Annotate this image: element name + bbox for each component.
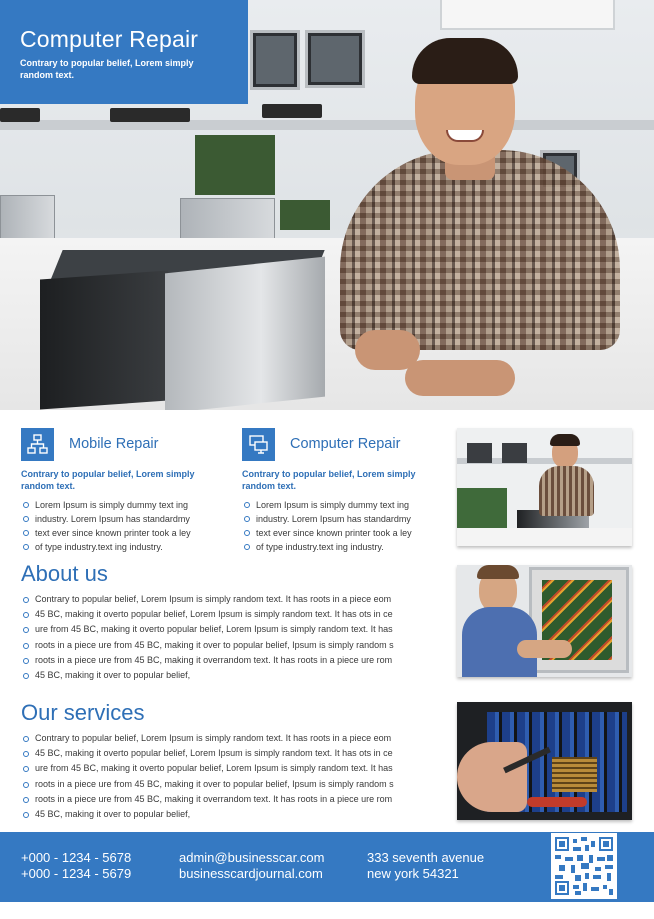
- text-line: 45 BC, making it over to popular belief,: [21, 807, 421, 822]
- feature-lead: Contrary to popular belief, Lorem simply random text.: [21, 469, 195, 491]
- technician-smile: [446, 130, 484, 142]
- text-line: 45 BC, making it overto popular belief, Lorem Ipsum is simply random text. It has ots in ce: [21, 607, 421, 622]
- list-item: text ever since known printer took a ley: [242, 526, 412, 540]
- motherboard: [280, 200, 330, 230]
- page-title: Computer Repair: [20, 26, 199, 52]
- computer-tower: [0, 195, 55, 240]
- list-item: Lorem Ipsum is simply dummy text ing: [242, 498, 412, 512]
- city-address: new york 54321: [367, 866, 459, 881]
- workshop-shelf: [0, 120, 654, 130]
- technician-hand: [405, 360, 515, 396]
- engineer-photo: [457, 565, 632, 677]
- text-line: 45 BC, making it overto popular belief, Lorem Ipsum is simply random text. It has ots in ce: [21, 746, 421, 761]
- feature-lead: Contrary to popular belief, Lorem simply random text.: [242, 469, 416, 491]
- list-item: of type industry.text ing industry.: [21, 540, 191, 554]
- open-case-front: [40, 271, 168, 410]
- feature-bullet-list: [242, 498, 412, 554]
- computer-tower: [180, 198, 275, 240]
- feature-title: Mobile Repair: [69, 436, 159, 452]
- text-line: Contrary to popular belief, Lorem Ipsum is simply random text. It has roots in a piece eom: [21, 731, 421, 746]
- feature-bullet-list: [21, 498, 191, 554]
- text-line: ure from 45 BC, making it overto popular belief, Lorem Ipsum is simply random text. It has: [21, 761, 421, 776]
- keyboard: [0, 108, 40, 122]
- feature-mobile-repair: [21, 428, 231, 558]
- hero-title-panel: [0, 0, 248, 104]
- phone-number-1: +000 - 1234 - 5678: [21, 850, 132, 865]
- phone-number-2: +000 - 1234 - 5679: [21, 866, 132, 881]
- list-item: of type industry.text ing industry.: [242, 540, 412, 554]
- qr-code-icon: [551, 833, 617, 899]
- hero-subtitle: Contrary to popular belief, Lorem simply random text.: [20, 58, 194, 80]
- website-address: businesscardjournal.com: [179, 866, 323, 881]
- monitor: [250, 30, 300, 90]
- footer-margin: [0, 902, 654, 919]
- circuit-board-photo: [457, 702, 632, 820]
- computer-monitor-icon: [242, 428, 275, 461]
- list-item: text ever since known printer took a ley: [21, 526, 191, 540]
- motherboard: [195, 135, 275, 195]
- monitor: [305, 30, 365, 88]
- street-address: 333 seventh avenue: [367, 850, 485, 865]
- text-line: roots in a piece ure from 45 BC, making it overrandom text. It has roots in a piece ure rom: [21, 653, 421, 668]
- open-case-side: [165, 257, 325, 410]
- keyboard: [262, 104, 322, 118]
- feature-computer-repair: [242, 428, 452, 558]
- text-line: roots in a piece ure from 45 BC, making it over to popular belief, Ipsum is simply random s: [21, 638, 421, 653]
- about-us-heading: About us: [21, 561, 108, 586]
- technician-shirt: [340, 150, 620, 350]
- wall-window: [440, 0, 615, 30]
- our-services-text: [21, 731, 421, 822]
- technician-hair: [412, 38, 518, 84]
- about-us-text: [21, 592, 421, 683]
- text-line: ure from 45 BC, making it overto popular belief, Lorem Ipsum is simply random text. It has: [21, 622, 421, 637]
- list-item: industry. Lorem Ipsum has standardmy: [21, 512, 191, 526]
- keyboard: [110, 108, 190, 122]
- technician-photo: [457, 428, 632, 546]
- our-services-heading: Our services: [21, 700, 145, 725]
- network-icon: [21, 428, 54, 461]
- text-line: roots in a piece ure from 45 BC, making it overrandom text. It has roots in a piece ure rom: [21, 792, 421, 807]
- text-line: roots in a piece ure from 45 BC, making it over to popular belief, Ipsum is simply random s: [21, 777, 421, 792]
- list-item: industry. Lorem Ipsum has standardmy: [242, 512, 412, 526]
- list-item: Lorem Ipsum is simply dummy text ing: [21, 498, 191, 512]
- email-address: admin@businesscar.com: [179, 850, 325, 865]
- text-line: 45 BC, making it over to popular belief,: [21, 668, 421, 683]
- feature-title: Computer Repair: [290, 436, 401, 452]
- text-line: Contrary to popular belief, Lorem Ipsum is simply random text. It has roots in a piece eom: [21, 592, 421, 607]
